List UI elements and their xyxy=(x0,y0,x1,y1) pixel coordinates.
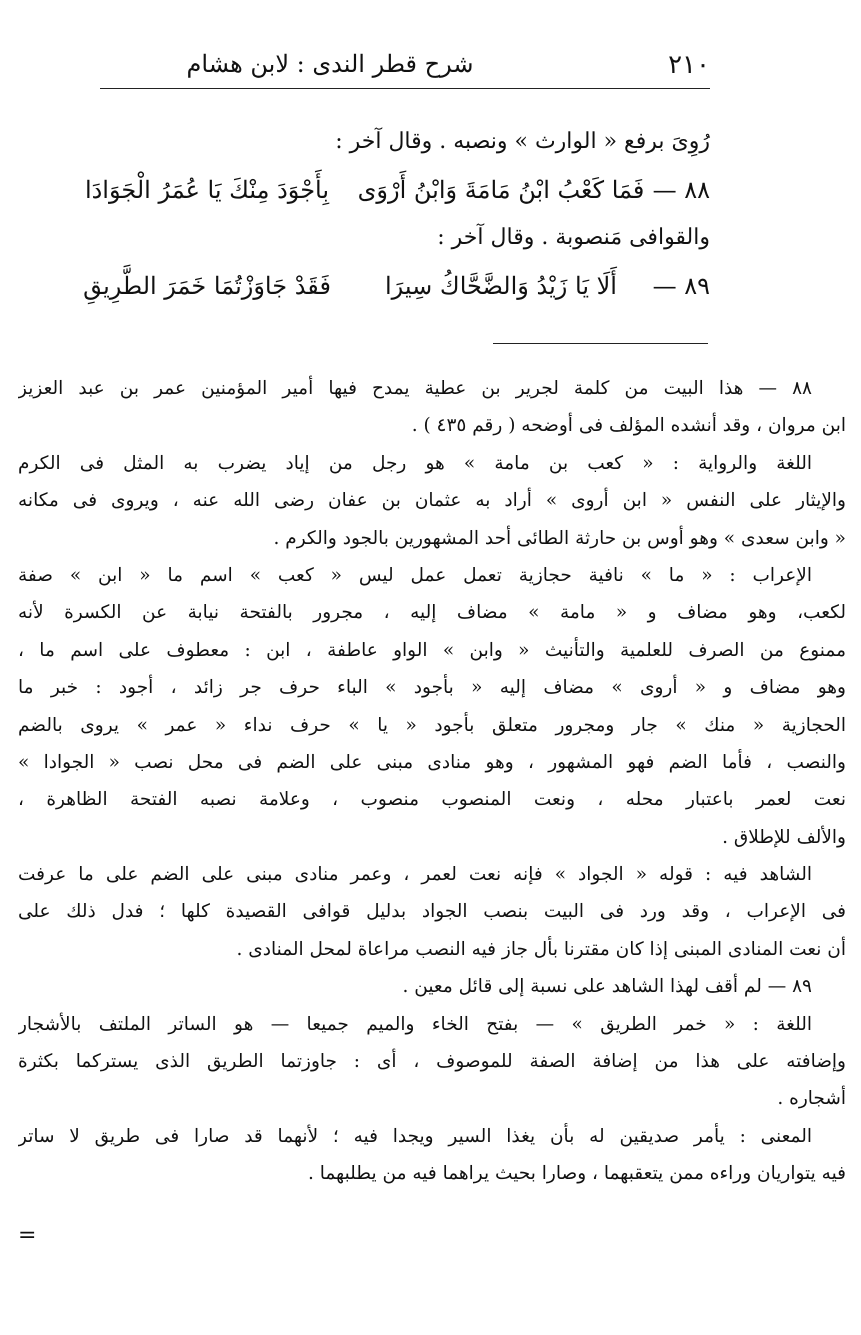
running-title: شرح قطر الندى : لابن هشام xyxy=(186,50,474,78)
footnote-line: فيه يتواريان وراءه ممن يتعقبهما ، وصارا بحيث يراهما فيه من يطلبهما . xyxy=(307,1163,846,1185)
footnotes xyxy=(18,370,846,1193)
footnote-line: ممنوع من الصرف للعلمية والتأنيث « وابن » الواو عاطفة ، ابن : معطوف على اسم ما ، xyxy=(18,639,846,661)
footnote-line: والنصب ، فأما الضم فهو المشهور ، وهو منادى مبنى على الضم فى محل نصب « الجوادا » xyxy=(18,751,846,773)
footnote-line: وهو مضاف و « أروى » مضاف إليه « بأجود » الباء حرف جر زائد ، أجود : خبر ما xyxy=(18,677,846,699)
verse-89 xyxy=(60,262,710,310)
footnote-line: اللغة والرواية : « كعب بن مامة » هو رجل من إياد يضرب به المثل فى الكرم xyxy=(18,452,812,474)
second-hemistich: فَقَدْ جَاوَزْتُمَا خَمَرَ الطَّرِيقِ xyxy=(83,272,331,300)
footnote-line: الإعراب : « ما » نافية حجازية تعمل عمل ليس « كعب » اسم ما « ابن » صفة xyxy=(18,564,812,586)
footnote-line: الحجازية « منك » جار ومجرور متعلق بأجود « يا » حرف نداء « عمر » يروى بالضم xyxy=(18,714,846,736)
footnote-line: وإضافته على هذا من إضافة الصفة للموصوف ، أى : جاوزتما الطريق الذى يستركما بكثرة xyxy=(18,1051,846,1073)
footnote-line: لكعب، وهو مضاف و « مامة » مضاف إليه ، مجرور بالفتحة نيابة عن الكسرة لأنه xyxy=(18,602,846,624)
footnote-line: ٨٨ — هذا البيت من كلمة لجرير بن عطية يمدح فيها أمير المؤمنين عمر بن عبد العزيز xyxy=(18,378,812,399)
continuation-mark: = xyxy=(18,1223,37,1248)
text-line: رُوِىَ برفع « الوارث » ونصبه . وقال آخر : xyxy=(335,129,710,154)
verse-number: ٨٩ — xyxy=(652,272,710,300)
footnote-line: أن نعت المنادى المبنى إذا كان مقترنا بأل جاز فيه النصب مراعاة لمحل المنادى . xyxy=(236,938,846,960)
footnote-line: اللغة : « خمر الطريق » — بفتح الخاء والميم جميعا — هو الساتر الملتف بالأشجار xyxy=(18,1013,812,1035)
verse-number: ٨٨ — xyxy=(652,176,710,204)
footnote-line: « وابن سعدى » وهو أوس بن حارثة الطائى أحد المشهورين بالجود والكرم . xyxy=(273,527,846,549)
first-hemistich: فَمَا كَعْبُ ابْنُ مَامَةَ وَابْنُ أَرْوَى xyxy=(357,176,645,204)
text-line: والقوافى مَنصوبة . وقال آخر : xyxy=(437,225,710,250)
page-header xyxy=(100,44,710,89)
first-hemistich: أَلَا يَا زَيْدُ وَالضَّحَّاكُ سِيرَا xyxy=(385,272,617,300)
footnote-line: ٨٩ — لم أقف لهذا الشاهد على نسبة إلى قائل معين . xyxy=(402,976,812,998)
main-text xyxy=(60,118,710,310)
footnote-line: أشجاره . xyxy=(777,1088,846,1110)
verse-88 xyxy=(60,166,710,214)
footnote-line: نعت لعمر باعتبار محله ، ونعت المنصوب منصوب ، وعلامة نصبه الفتحة الظاهرة ، xyxy=(18,789,846,811)
footnote-line: فى الإعراب ، وقد ورد فى البيت بنصب الجواد بدليل قوافى القصيدة كلها ؛ فدل ذلك على xyxy=(18,901,846,923)
footnote-line: المعنى : يأمر صديقين له بأن يغذا السير ويجدا فيه ؛ لأنهما قد صارا فى طريق لا ساتر xyxy=(18,1125,812,1147)
footnote-line: ابن مروان ، وقد أنشده المؤلف فى أوضحه ( رقم ٤٣٥ ) . xyxy=(411,415,846,437)
second-hemistich: بِأَجْوَدَ مِنْكَ يَا عُمَرُ الْجَوَادَا xyxy=(84,176,330,204)
footnote-line: والألف للإطلاق . xyxy=(722,826,846,848)
footnote-divider xyxy=(493,343,708,344)
footnote-line: والإيثار على النفس « ابن أروى » أراد به عثمان بن عفان رضى الله عنه ، ويروى فى مكانه xyxy=(18,490,846,512)
page-number: ٢١٠ xyxy=(668,50,710,80)
footnote-line: الشاهد فيه : قوله « الجواد » فإنه نعت لعمر ، وعمر منادى مبنى على الضم على ما عرفت xyxy=(18,864,812,886)
